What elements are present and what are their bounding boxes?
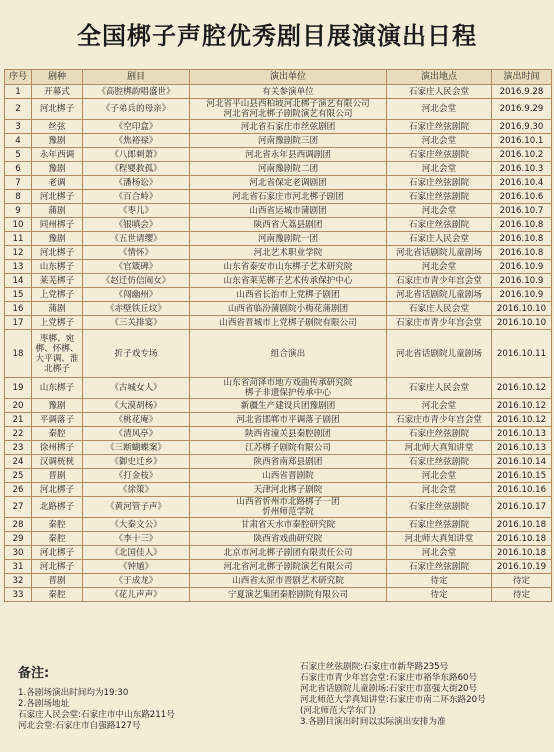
- table-row: [5, 330, 552, 378]
- row-date: 2016.10.9: [492, 288, 552, 302]
- row-venue: 河北会堂: [387, 99, 492, 120]
- row-date: 2016.10.1: [492, 134, 552, 148]
- row-no: 10: [5, 218, 32, 232]
- row-unit: 组合演出: [190, 330, 387, 378]
- row-date: 2016.10.7: [492, 204, 552, 218]
- row-date: 2016.10.13: [492, 427, 552, 441]
- table-row: [5, 232, 552, 246]
- row-unit: 河北省保定老调剧团: [190, 176, 387, 190]
- row-unit: 陕西省大荔县剧团: [190, 218, 387, 232]
- row-no: 30: [5, 546, 32, 560]
- row-genre: 莱芜梆子: [32, 274, 83, 288]
- row-no: 25: [5, 469, 32, 483]
- row-venue: 河北师大真知讲堂: [387, 441, 492, 455]
- table-row: [5, 483, 552, 497]
- row-unit: 山东省莱芜梆子艺术传承保护中心: [190, 274, 387, 288]
- row-date: 待定: [492, 574, 552, 588]
- row-genre: 丝弦: [32, 120, 83, 134]
- row-play: 《百合岭》: [83, 190, 190, 204]
- table-row: [5, 532, 552, 546]
- table-row: [5, 455, 552, 469]
- row-genre: 蒲剧: [32, 204, 83, 218]
- row-unit: 陕西省戏曲研究院: [190, 532, 387, 546]
- row-genre: 河北梆子: [32, 190, 83, 204]
- row-play: 《赵迁仿信闹女》: [83, 274, 190, 288]
- row-unit: 甘肃省天水市秦腔研究院: [190, 518, 387, 532]
- row-genre: 老调: [32, 176, 83, 190]
- row-venue: 石家庄丝弦剧院: [387, 455, 492, 469]
- row-play: 《空印盒》: [83, 120, 190, 134]
- header-date: 演出时间: [492, 70, 552, 85]
- note-line: 2.各剧场地址: [18, 699, 70, 709]
- row-venue: 河北会堂: [387, 134, 492, 148]
- row-no: 21: [5, 413, 32, 427]
- row-unit: 河北省石家庄市河北梆子剧团: [190, 190, 387, 204]
- row-genre: 上党梆子: [32, 288, 83, 302]
- row-date: 2016.10.4: [492, 176, 552, 190]
- row-play: 《情怀》: [83, 246, 190, 260]
- row-unit: 天津河北梆子剧院: [190, 483, 387, 497]
- row-no: 1: [5, 85, 32, 99]
- row-play: 《桃花庵》: [83, 413, 190, 427]
- row-no: 22: [5, 427, 32, 441]
- notes-left: [18, 688, 288, 732]
- header-play: 剧目: [83, 70, 190, 85]
- note-line: 河北省话剧院儿童剧场:石家庄市富强大街20号: [300, 684, 478, 694]
- row-genre: 同州梆子: [32, 218, 83, 232]
- row-venue: 石家庄市青少年宫会堂: [387, 274, 492, 288]
- table-row: [5, 316, 552, 330]
- page-title: 全国梆子声腔优秀剧目展演演出日程: [77, 22, 477, 50]
- row-play: 《李十三》: [83, 532, 190, 546]
- note-line: (河北师范大学东门): [300, 706, 376, 716]
- row-no: 7: [5, 176, 32, 190]
- row-date: 2016.10.12: [492, 378, 552, 399]
- row-date: 2016.10.2: [492, 148, 552, 162]
- row-play: 《官箴碑》: [83, 260, 190, 274]
- row-venue: 石家庄人民会堂: [387, 302, 492, 316]
- row-venue: 石家庄丝弦剧院: [387, 560, 492, 574]
- header-unit: 演出单位: [190, 70, 387, 85]
- row-date: 2016.9.28: [492, 85, 552, 99]
- row-play: 《御史迁乡》: [83, 455, 190, 469]
- row-no: 15: [5, 288, 32, 302]
- table-row: [5, 560, 552, 574]
- row-venue: 河北省话剧院儿童剧场: [387, 330, 492, 378]
- row-date: 2016.10.9: [492, 274, 552, 288]
- note-line: 河北会堂:石家庄市自强路127号: [18, 721, 141, 731]
- row-venue: 石家庄人民会堂: [387, 85, 492, 99]
- row-play: 《花儿声声》: [83, 588, 190, 602]
- row-venue: 石家庄人民会堂: [387, 232, 492, 246]
- row-genre: 豫剧: [32, 399, 83, 413]
- row-no: 27: [5, 497, 32, 518]
- row-venue: 石家庄丝弦剧院: [387, 190, 492, 204]
- table-row: [5, 134, 552, 148]
- row-genre: 山东梆子: [32, 260, 83, 274]
- row-no: 24: [5, 455, 32, 469]
- row-genre: 北路梆子: [32, 497, 83, 518]
- row-venue: 石家庄人民会堂: [387, 378, 492, 399]
- row-unit: 河南豫剧院二团: [190, 162, 387, 176]
- row-genre: 河北梆子: [32, 483, 83, 497]
- table-row: [5, 218, 552, 232]
- row-date: 2016.10.8: [492, 232, 552, 246]
- row-no: 13: [5, 260, 32, 274]
- row-play: 《徐策》: [83, 483, 190, 497]
- row-venue: 河北会堂: [387, 483, 492, 497]
- row-date: 2016.10.9: [492, 260, 552, 274]
- row-play: 《潘杨讼》: [83, 176, 190, 190]
- row-no: 9: [5, 204, 32, 218]
- table-row: [5, 274, 552, 288]
- row-date: 2016.10.18: [492, 532, 552, 546]
- row-no: 12: [5, 246, 32, 260]
- row-unit: 河南豫剧院三团: [190, 134, 387, 148]
- table-row: [5, 399, 552, 413]
- row-genre: 秦腔: [32, 532, 83, 546]
- table-row: [5, 120, 552, 134]
- row-venue: 石家庄市青少年宫会堂: [387, 413, 492, 427]
- row-date: 2016.10.10: [492, 316, 552, 330]
- row-unit: 河北省河北梆子剧院演艺有限公司: [190, 560, 387, 574]
- row-unit: 山西省临汾蒲剧院小梅花蒲剧团: [190, 302, 387, 316]
- row-no: 32: [5, 574, 32, 588]
- row-play: 《程婴救孤》: [83, 162, 190, 176]
- row-genre: 秦腔: [32, 588, 83, 602]
- row-date: 2016.9.29: [492, 99, 552, 120]
- row-date: 待定: [492, 588, 552, 602]
- row-venue: 石家庄丝弦剧院: [387, 120, 492, 134]
- row-no: 26: [5, 483, 32, 497]
- row-play: 《五世请缨》: [83, 232, 190, 246]
- row-venue: 河北会堂: [387, 399, 492, 413]
- note-line: 石家庄丝弦剧院:石家庄市新华路235号: [300, 662, 449, 672]
- row-venue: 石家庄丝弦剧院: [387, 427, 492, 441]
- row-genre: 山东梆子: [32, 378, 83, 399]
- note-line: 3.各剧目演出时间以实际演出安排为准: [300, 717, 446, 727]
- row-no: 8: [5, 190, 32, 204]
- row-venue: 石家庄丝弦剧院: [387, 148, 492, 162]
- row-no: 29: [5, 532, 32, 546]
- row-play: 《大漠胡杨》: [83, 399, 190, 413]
- row-venue: 待定: [387, 588, 492, 602]
- row-date: 2016.10.17: [492, 497, 552, 518]
- note-line: 石家庄市青少年宫会堂:石家庄市裕华东路60号: [300, 673, 478, 683]
- row-genre: 平调落子: [32, 413, 83, 427]
- table-row: [5, 441, 552, 455]
- row-genre: 秦腔: [32, 427, 83, 441]
- row-genre: 永年西调: [32, 148, 83, 162]
- row-unit: 有关参演单位: [190, 85, 387, 99]
- table-row: [5, 148, 552, 162]
- row-unit: 河北艺术职业学院: [190, 246, 387, 260]
- row-date: 2016.10.15: [492, 469, 552, 483]
- table-row: [5, 176, 552, 190]
- row-genre: 徐州梆子: [32, 441, 83, 455]
- row-play: 《大秦文公》: [83, 518, 190, 532]
- row-play: 《三断蝴蝶案》: [83, 441, 190, 455]
- note-line: 1.各剧场演出时间均为19:30: [18, 688, 129, 698]
- row-date: 2016.9.30: [492, 120, 552, 134]
- table-row: [5, 378, 552, 399]
- row-venue: 待定: [387, 574, 492, 588]
- row-unit: 河北省永年县西调剧团: [190, 148, 387, 162]
- row-unit: 山东省菏泽市地方戏曲传承研究院 梆子非遗保护传承中心: [190, 378, 387, 399]
- row-date: 2016.10.18: [492, 518, 552, 532]
- row-date: 2016.10.11: [492, 330, 552, 378]
- row-play: 《三关排宴》: [83, 316, 190, 330]
- table-row: [5, 99, 552, 120]
- row-genre: 上党梆子: [32, 316, 83, 330]
- row-no: 33: [5, 588, 32, 602]
- row-play: 《钟馗》: [83, 560, 190, 574]
- row-unit: 山西省晋城市上党梆子剧院有限公司: [190, 316, 387, 330]
- row-play: 《于成龙》: [83, 574, 190, 588]
- row-date: 2016.10.18: [492, 546, 552, 560]
- row-venue: 河北会堂: [387, 204, 492, 218]
- row-genre: 开幕式: [32, 85, 83, 99]
- row-date: 2016.10.3: [492, 162, 552, 176]
- note-line: 河北师范大学真知讲堂:石家庄市南二环东路20号: [300, 695, 486, 705]
- row-no: 18: [5, 330, 32, 378]
- row-genre: 秦腔: [32, 518, 83, 532]
- row-play: 《古城女人》: [83, 378, 190, 399]
- row-play: 《枣儿》: [83, 204, 190, 218]
- row-unit: 山西省晋剧院: [190, 469, 387, 483]
- row-play: 《打金枝》: [83, 469, 190, 483]
- table-row: [5, 246, 552, 260]
- row-venue: 石家庄市青少年宫会堂: [387, 316, 492, 330]
- row-date: 2016.10.6: [492, 190, 552, 204]
- table-row: [5, 574, 552, 588]
- row-genre: 河北梆子: [32, 546, 83, 560]
- row-play: 《赤壁铁丘坟》: [83, 302, 190, 316]
- row-genre: 枣梆、宛梆、怀梆、大平调、淮北梆子: [32, 330, 83, 378]
- table-row: [5, 288, 552, 302]
- table-row: [5, 413, 552, 427]
- row-unit: 河南豫剧院一团: [190, 232, 387, 246]
- table-row: [5, 588, 552, 602]
- row-no: 6: [5, 162, 32, 176]
- notes-right: [300, 662, 554, 728]
- row-no: 5: [5, 148, 32, 162]
- row-genre: 晋剧: [32, 574, 83, 588]
- schedule-table: [4, 69, 552, 602]
- row-no: 17: [5, 316, 32, 330]
- table-row: [5, 204, 552, 218]
- table-row: [5, 302, 552, 316]
- row-date: 2016.10.12: [492, 413, 552, 427]
- row-date: 2016.10.19: [492, 560, 552, 574]
- row-unit: 北京市河北梆子剧团有限责任公司: [190, 546, 387, 560]
- row-unit: 宁夏演艺集团秦腔剧院有限公司: [190, 588, 387, 602]
- row-date: 2016.10.14: [492, 455, 552, 469]
- row-no: 3: [5, 120, 32, 134]
- row-date: 2016.10.16: [492, 483, 552, 497]
- row-unit: 山西省太原市晋剧艺术研究院: [190, 574, 387, 588]
- row-no: 4: [5, 134, 32, 148]
- row-play: 《闯幽州》: [83, 288, 190, 302]
- row-unit: 陕西省南郑县剧团: [190, 455, 387, 469]
- row-venue: 河北省话剧院儿童剧场: [387, 246, 492, 260]
- row-play: 折子戏专场: [83, 330, 190, 378]
- table-row: [5, 260, 552, 274]
- row-unit: 河北省平山县西柏坡河北梆子演艺有限公司 河北省河北梆子剧院演艺有限公司: [190, 99, 387, 120]
- row-unit: 陕西省潼关县秦腔剧团: [190, 427, 387, 441]
- notes-section: [0, 662, 554, 752]
- row-play: 《八郎刺萧》: [83, 148, 190, 162]
- row-unit: 山东省泰安市山东梆子艺术研究院: [190, 260, 387, 274]
- row-unit: 山西省忻州市北路梆子一团 忻州师范学院: [190, 497, 387, 518]
- notes-heading: 备注:: [18, 666, 50, 681]
- row-genre: 蒲剧: [32, 302, 83, 316]
- table-row: [5, 85, 552, 99]
- header-genre: 剧种: [32, 70, 83, 85]
- schedule-body: [5, 85, 552, 602]
- row-genre: 河北梆子: [32, 99, 83, 120]
- row-venue: 石家庄丝弦剧院: [387, 497, 492, 518]
- table-row: [5, 427, 552, 441]
- row-play: 《焦裕禄》: [83, 134, 190, 148]
- row-no: 14: [5, 274, 32, 288]
- row-unit: 江苏梆子剧院有限公司: [190, 441, 387, 455]
- table-row: [5, 190, 552, 204]
- table-row: [5, 497, 552, 518]
- row-venue: 石家庄丝弦剧院: [387, 518, 492, 532]
- row-unit: 山西省长治市上党梆子剧团: [190, 288, 387, 302]
- row-no: 11: [5, 232, 32, 246]
- row-play: 《清风亭》: [83, 427, 190, 441]
- row-no: 2: [5, 99, 32, 120]
- row-date: 2016.10.12: [492, 399, 552, 413]
- header-no: 序号: [5, 70, 32, 85]
- table-row: [5, 162, 552, 176]
- row-play: 《北国佳人》: [83, 546, 190, 560]
- row-date: 2016.10.10: [492, 302, 552, 316]
- row-venue: 河北会堂: [387, 546, 492, 560]
- row-venue: 河北省话剧院儿童剧场: [387, 288, 492, 302]
- row-unit: 新疆生产建设兵团豫剧团: [190, 399, 387, 413]
- row-no: 23: [5, 441, 32, 455]
- row-genre: 豫剧: [32, 162, 83, 176]
- row-venue: 河北会堂: [387, 162, 492, 176]
- row-venue: 河北会堂: [387, 469, 492, 483]
- row-no: 16: [5, 302, 32, 316]
- row-venue: 石家庄丝弦剧院: [387, 176, 492, 190]
- row-play: 《黄河管子声》: [83, 497, 190, 518]
- row-unit: 河北省邯郸市平调落子剧团: [190, 413, 387, 427]
- row-genre: 汉调桄桄: [32, 455, 83, 469]
- row-play: 《银嗔会》: [83, 218, 190, 232]
- table-header-row: [5, 70, 552, 85]
- row-genre: 豫剧: [32, 232, 83, 246]
- row-no: 31: [5, 560, 32, 574]
- row-date: 2016.10.8: [492, 246, 552, 260]
- header-venue: 演出地点: [387, 70, 492, 85]
- row-date: 2016.10.8: [492, 218, 552, 232]
- row-unit: 河北省石家庄市丝弦剧团: [190, 120, 387, 134]
- row-play: 《子弟兵的母亲》: [83, 99, 190, 120]
- row-unit: 山西省运城市蒲剧团: [190, 204, 387, 218]
- row-play: 《高腔梆韵唱盛世》: [83, 85, 190, 99]
- row-genre: 晋剧: [32, 469, 83, 483]
- row-no: 28: [5, 518, 32, 532]
- row-genre: 河北梆子: [32, 246, 83, 260]
- note-line: 石家庄人民会堂:石家庄市中山东路211号: [18, 710, 175, 720]
- row-genre: 河北梆子: [32, 560, 83, 574]
- row-no: 19: [5, 378, 32, 399]
- row-no: 20: [5, 399, 32, 413]
- row-genre: 豫剧: [32, 134, 83, 148]
- row-venue: 河北师大真知讲堂: [387, 532, 492, 546]
- row-date: 2016.10.13: [492, 441, 552, 455]
- table-row: [5, 469, 552, 483]
- table-row: [5, 546, 552, 560]
- row-venue: 河北会堂: [387, 260, 492, 274]
- table-row: [5, 518, 552, 532]
- row-venue: 石家庄丝弦剧院: [387, 218, 492, 232]
